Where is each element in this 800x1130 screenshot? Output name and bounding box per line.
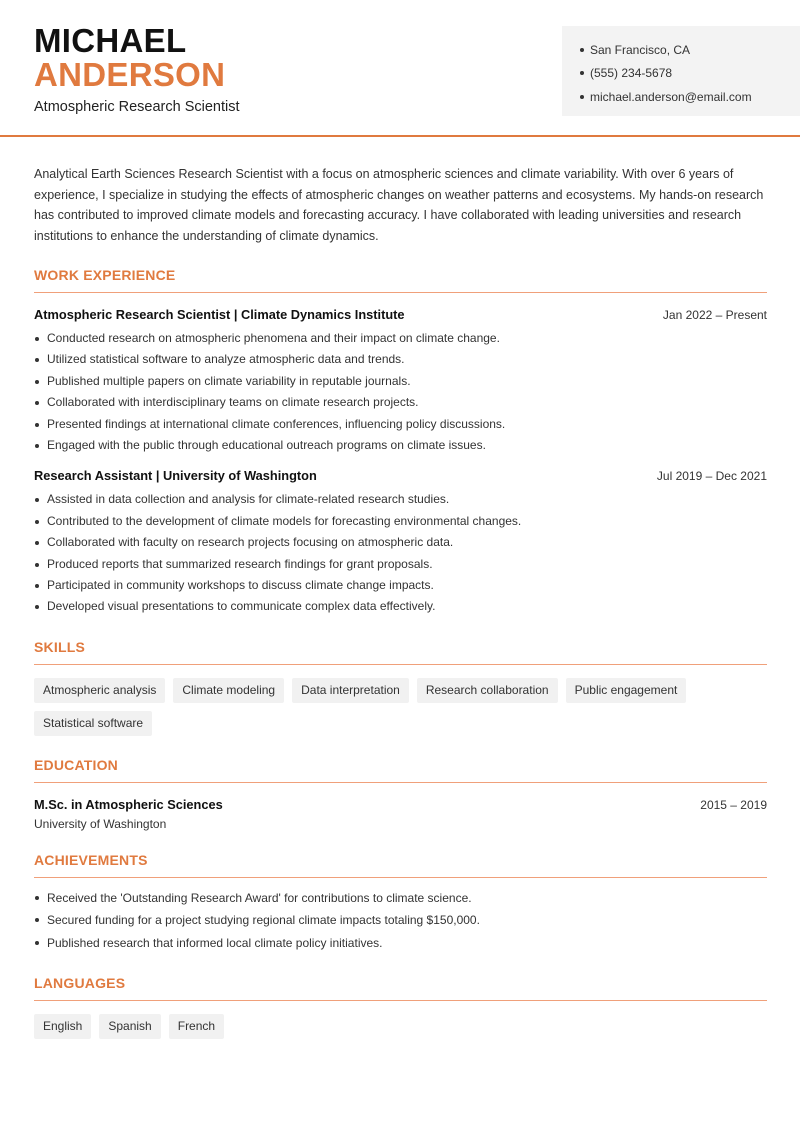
bullet-icon bbox=[580, 95, 584, 99]
contact-phone bbox=[580, 62, 800, 86]
list-item: Utilized statistical software to analyze atmospheric data and trends. bbox=[34, 349, 767, 370]
education-header bbox=[34, 797, 767, 812]
skill-chip: Statistical software bbox=[34, 711, 152, 736]
skills-list bbox=[34, 678, 767, 736]
list-item: Published research that informed local climate policy initiatives. bbox=[34, 932, 767, 955]
bullet-icon bbox=[580, 71, 584, 75]
contact-location bbox=[580, 38, 800, 62]
job-role: Atmospheric Research Scientist | Climate Dynamics Institute bbox=[34, 307, 405, 322]
list-item: Conducted research on atmospheric phenomena and their impact on climate change. bbox=[34, 328, 767, 349]
achievements-list bbox=[34, 887, 767, 955]
list-item: Presented findings at international climate conferences, influencing policy discussions. bbox=[34, 414, 767, 435]
languages-heading: LANGUAGES bbox=[34, 975, 767, 1001]
list-item: Contributed to the development of climate models for forecasting environmental changes. bbox=[34, 511, 767, 532]
skill-chip: Public engagement bbox=[566, 678, 687, 703]
job-role: Research Assistant | University of Washington bbox=[34, 468, 317, 484]
email-text: michael.anderson@email.com bbox=[590, 89, 752, 104]
job-header bbox=[34, 307, 767, 322]
list-item: Received the 'Outstanding Research Award' for contributions to climate science. bbox=[34, 887, 767, 910]
job-title: Atmospheric Research Scientist bbox=[34, 99, 240, 115]
work-experience-heading: WORK EXPERIENCE bbox=[34, 267, 767, 293]
location-text: San Francisco, CA bbox=[590, 42, 691, 57]
education-heading: EDUCATION bbox=[34, 757, 767, 783]
skill-chip: Data interpretation bbox=[292, 678, 409, 703]
skill-chip: Atmospheric analysis bbox=[34, 678, 165, 703]
list-item: Secured funding for a project studying regional climate impacts totaling $150,000. bbox=[34, 909, 767, 932]
job-dates: Jul 2019 – Dec 2021 bbox=[656, 469, 767, 484]
list-item: Engaged with the public through educational outreach programs on climate issues. bbox=[34, 435, 767, 456]
skills-heading: SKILLS bbox=[34, 639, 767, 665]
job-bullets bbox=[34, 489, 767, 617]
contact-email bbox=[580, 85, 800, 109]
job-bullets bbox=[34, 328, 767, 456]
resume-header bbox=[0, 0, 800, 137]
phone-text: (555) 234-5678 bbox=[590, 66, 673, 81]
list-item: Developed visual presentations to communicate complex data effectively. bbox=[34, 596, 767, 617]
list-item: Assisted in data collection and analysis for climate-related research studies. bbox=[34, 489, 767, 510]
job-entry bbox=[34, 468, 767, 617]
list-item: Collaborated with interdisciplinary teams on climate research projects. bbox=[34, 392, 767, 413]
last-name: ANDERSON bbox=[34, 56, 226, 93]
education-dates: 2015 – 2019 bbox=[700, 797, 767, 812]
list-item: Collaborated with faculty on research projects focusing on atmospheric data. bbox=[34, 532, 767, 553]
skill-chip: Research collaboration bbox=[417, 678, 558, 703]
degree-title: M.Sc. in Atmospheric Sciences bbox=[34, 796, 223, 812]
language-chip: English bbox=[34, 1014, 91, 1039]
language-chip: French bbox=[169, 1014, 224, 1039]
job-header bbox=[34, 468, 767, 483]
job-entry bbox=[34, 307, 767, 456]
list-item: Participated in community workshops to discuss climate change impacts. bbox=[34, 575, 767, 596]
languages-list bbox=[34, 1014, 767, 1039]
job-dates: Jan 2022 – Present bbox=[662, 308, 767, 322]
list-item: Published multiple papers on climate variability in reputable journals. bbox=[34, 371, 767, 392]
bullet-icon bbox=[580, 48, 584, 52]
language-chip: Spanish bbox=[99, 1014, 160, 1039]
resume-body bbox=[34, 137, 767, 1039]
achievements-heading: ACHIEVEMENTS bbox=[34, 852, 767, 878]
school-name: University of Washington bbox=[34, 816, 167, 831]
skill-chip: Climate modeling bbox=[173, 678, 284, 703]
first-name: MICHAEL bbox=[34, 22, 187, 59]
summary-paragraph: Analytical Earth Sciences Research Scientist with a focus on atmospheric sciences and climate variability. With over 6 years of experience, I specialize in studying the effects of atmospheric changes on weather patterns and ecosystems. My hands-on research has contributed to improved climate models and forecasting accuracy. I have collaborated with leading universities and research institutions to enhance the understanding of climate dynamics. bbox=[34, 167, 764, 243]
contact-box bbox=[562, 26, 800, 116]
list-item: Produced reports that summarized research findings for grant proposals. bbox=[34, 554, 767, 575]
